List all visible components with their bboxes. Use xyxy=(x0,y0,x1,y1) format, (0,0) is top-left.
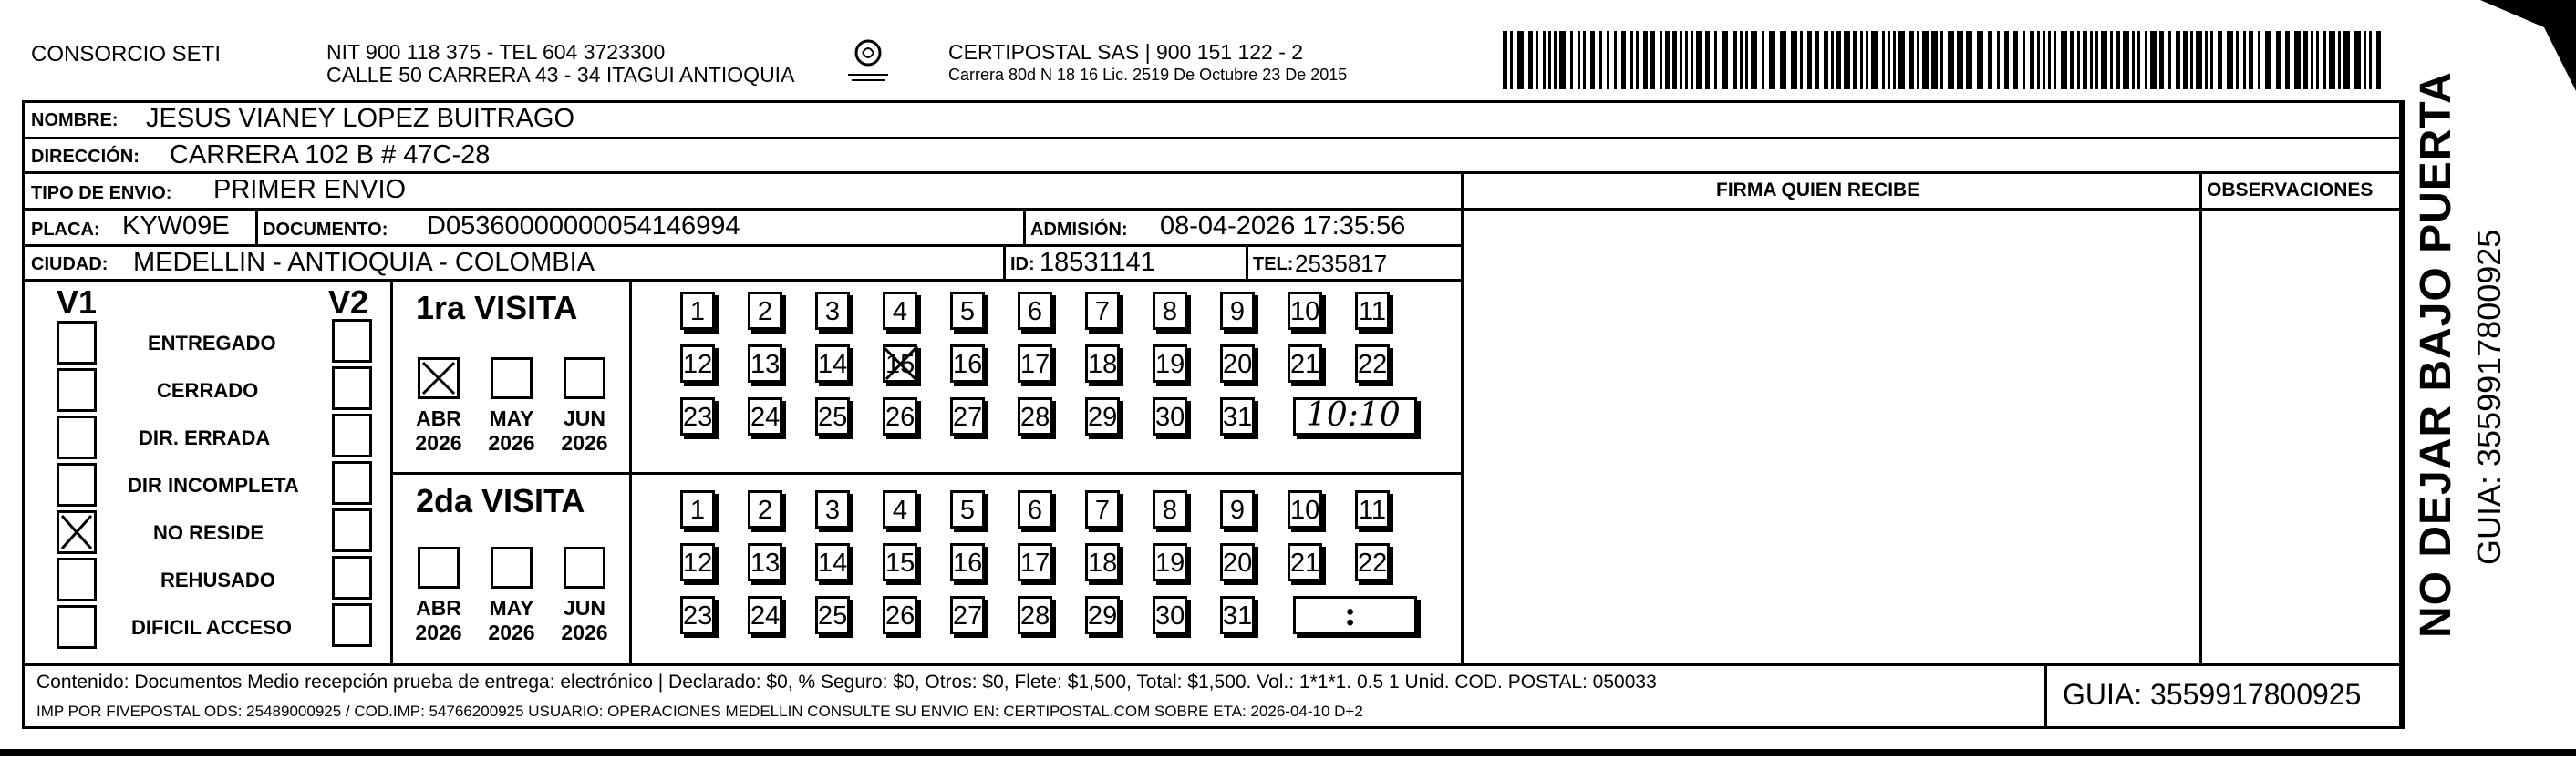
day-box[interactable]: 24 xyxy=(748,397,782,436)
day-box[interactable]: 9 xyxy=(1220,490,1255,529)
month-checkbox[interactable] xyxy=(491,547,533,589)
firma-header: FIRMA QUIEN RECIBE xyxy=(1716,180,1920,200)
day-box[interactable]: 4 xyxy=(883,490,917,529)
v2-checkbox[interactable] xyxy=(332,508,372,552)
day-box[interactable]: 19 xyxy=(1153,344,1187,383)
side-warning: NO DEJAR BAJO PUERTA xyxy=(2412,71,2460,638)
day-box[interactable]: 8 xyxy=(1153,292,1187,330)
tel-label: TEL: xyxy=(1253,254,1294,274)
ciudad-label: CIUDAD: xyxy=(31,254,109,274)
day-box[interactable]: 20 xyxy=(1220,344,1255,383)
day-box[interactable]: 10 xyxy=(1288,490,1322,529)
first-visit-title: 1ra VISITA xyxy=(416,289,578,326)
day-box[interactable]: 23 xyxy=(680,596,715,634)
day-box[interactable]: 2 xyxy=(748,292,782,330)
day-box[interactable]: 15 xyxy=(883,344,917,383)
day-box[interactable]: 5 xyxy=(950,490,985,529)
documento-value: D05360000000054146994 xyxy=(427,211,740,241)
day-box[interactable]: 19 xyxy=(1153,543,1187,581)
documento-label: DOCUMENTO: xyxy=(263,220,388,240)
status-label: NO RESIDE xyxy=(153,521,264,544)
month-label: ABR 2026 xyxy=(415,406,462,456)
month-label: JUN 2026 xyxy=(561,596,608,645)
certipostal-line: CERTIPOSTAL SAS | 900 151 122 - 2 xyxy=(948,40,1304,64)
day-box[interactable]: 17 xyxy=(1018,344,1052,383)
v2-checkbox[interactable] xyxy=(332,461,372,505)
day-box[interactable]: 1 xyxy=(680,292,715,330)
month-checkbox[interactable] xyxy=(564,547,605,589)
time-value: 10:10 xyxy=(1306,396,1401,434)
day-box[interactable]: 3 xyxy=(815,490,850,529)
day-box[interactable]: 30 xyxy=(1153,397,1187,436)
month-label: MAY 2026 xyxy=(488,406,535,456)
month-checkbox[interactable] xyxy=(564,357,605,399)
day-box[interactable]: 2 xyxy=(748,490,782,529)
v2-checkbox[interactable] xyxy=(332,414,372,457)
tipo-label: TIPO DE ENVIO: xyxy=(31,183,172,203)
footer-imp: IMP POR FIVEPOSTAL ODS: 25489000925 / COD.IMP: 54766200925 USUARIO: OPERACIONES MEDELLIN CONSULTE SU ENVIO EN: CERTIPOSTAL.COM SOBRE ETA: 2026-04-10 D+2 xyxy=(36,703,1363,720)
admision-value: 08-04-2026 17:35:56 xyxy=(1160,211,1406,241)
observaciones-header: OBSERVACIONES xyxy=(2207,180,2374,200)
day-box[interactable]: 25 xyxy=(815,397,850,436)
status-label: DIR. ERRADA xyxy=(139,426,271,449)
day-box[interactable]: 31 xyxy=(1220,596,1255,634)
day-box[interactable]: 18 xyxy=(1085,344,1120,383)
day-box[interactable]: 12 xyxy=(680,543,715,581)
day-box[interactable]: 16 xyxy=(950,543,985,581)
day-box[interactable]: 27 xyxy=(950,596,985,634)
status-label: ENTREGADO xyxy=(148,332,276,354)
day-box[interactable]: 13 xyxy=(748,543,782,581)
v1-checkbox[interactable] xyxy=(57,605,97,649)
month-label: MAY 2026 xyxy=(488,596,535,645)
day-box[interactable]: 24 xyxy=(748,596,782,634)
day-box[interactable]: 16 xyxy=(950,344,985,383)
day-box[interactable]: 15 xyxy=(883,543,917,581)
day-box[interactable]: 8 xyxy=(1153,490,1187,529)
day-box[interactable]: 1 xyxy=(680,490,715,529)
day-cross-mark xyxy=(881,341,921,385)
footer-guia: GUIA: 3559917800925 xyxy=(2063,678,2362,711)
direccion-label: DIRECCIÓN: xyxy=(31,147,140,167)
tel-value: 2535817 xyxy=(1295,250,1388,277)
address-line: CALLE 50 CARRERA 43 - 34 ITAGUI ANTIOQUIA xyxy=(326,63,795,87)
day-box[interactable]: 14 xyxy=(815,344,850,383)
day-box[interactable]: 28 xyxy=(1018,397,1052,436)
day-box[interactable]: 25 xyxy=(815,596,850,634)
id-value: 18531141 xyxy=(1040,248,1155,277)
direccion-value: CARRERA 102 B # 47C-28 xyxy=(170,140,491,169)
status-label: CERRADO xyxy=(157,379,259,402)
day-box[interactable]: 29 xyxy=(1085,397,1120,436)
day-box[interactable]: 3 xyxy=(815,292,850,330)
v2-checkbox[interactable] xyxy=(332,556,372,600)
time-value: : xyxy=(1344,595,1357,633)
day-box[interactable]: 11 xyxy=(1355,490,1390,529)
day-box[interactable]: 6 xyxy=(1018,292,1052,330)
day-box[interactable]: 5 xyxy=(950,292,985,330)
day-box[interactable]: 23 xyxy=(680,397,715,436)
day-box[interactable]: 14 xyxy=(815,543,850,581)
side-guia: GUIA: 3559917800925 xyxy=(2470,229,2508,565)
corner-fold xyxy=(2480,0,2576,128)
footer-contenido: Contenido: Documentos Medio recepción prueba de entrega: electrónico | Declarado: $0, % Seguro: $0, Otros: $0, Flete: $1,500, Total: $1,500. Vol.: 1*1*1. 0.5 1 Unid. COD. POSTAL: 050033 xyxy=(36,672,1657,693)
v1-checkbox[interactable] xyxy=(57,463,97,507)
day-box[interactable]: 9 xyxy=(1220,292,1255,330)
day-box[interactable]: 22 xyxy=(1355,344,1390,383)
nombre-label: NOMBRE: xyxy=(31,110,119,130)
nombre-value: JESUS VIANEY LOPEZ BUITRAGO xyxy=(146,104,575,133)
month-checkbox[interactable] xyxy=(418,547,460,589)
ciudad-value: MEDELLIN - ANTIOQUIA - COLOMBIA xyxy=(133,248,595,277)
month-label: JUN 2026 xyxy=(561,406,608,456)
tipo-value: PRIMER ENVIO xyxy=(213,175,407,204)
bottom-edge xyxy=(0,749,2576,756)
day-box[interactable]: 28 xyxy=(1018,596,1052,634)
month-checkbox[interactable] xyxy=(491,357,533,399)
day-box[interactable]: 11 xyxy=(1355,292,1390,330)
day-box[interactable]: 21 xyxy=(1288,344,1322,383)
day-box[interactable]: 30 xyxy=(1153,596,1187,634)
day-box[interactable]: 18 xyxy=(1085,543,1120,581)
day-box[interactable]: 7 xyxy=(1085,490,1120,529)
second-visit-title: 2da VISITA xyxy=(416,482,585,519)
certipostal-logo xyxy=(839,35,897,89)
status-label: DIFICIL ACCESO xyxy=(131,616,293,639)
status-label: DIR INCOMPLETA xyxy=(128,474,299,497)
v2-checkbox[interactable] xyxy=(332,319,372,363)
v1-label: V1 xyxy=(57,283,98,321)
day-box[interactable]: 31 xyxy=(1220,397,1255,436)
day-box[interactable]: 26 xyxy=(883,596,917,634)
day-box[interactable]: 17 xyxy=(1018,543,1052,581)
placa-label: PLACA: xyxy=(31,220,100,240)
day-box[interactable]: 12 xyxy=(680,344,715,383)
admision-label: ADMISIÓN: xyxy=(1030,220,1128,240)
v2-checkbox[interactable] xyxy=(332,603,372,647)
day-box[interactable]: 27 xyxy=(950,397,985,436)
v2-label: V2 xyxy=(328,283,369,321)
barcode xyxy=(1503,31,2384,89)
v1-checkbox[interactable] xyxy=(57,368,97,412)
v1-checkbox[interactable] xyxy=(57,510,97,554)
day-box[interactable]: 21 xyxy=(1288,543,1322,581)
day-box[interactable]: 6 xyxy=(1018,490,1052,529)
day-box[interactable]: 13 xyxy=(748,344,782,383)
day-box[interactable]: 7 xyxy=(1085,292,1120,330)
v1-checkbox[interactable] xyxy=(57,558,97,601)
day-box[interactable]: 22 xyxy=(1355,543,1390,581)
v2-checkbox[interactable] xyxy=(332,366,372,410)
day-box[interactable]: 20 xyxy=(1220,543,1255,581)
id-label: ID: xyxy=(1010,254,1035,274)
company-name: CONSORCIO SETI xyxy=(31,42,222,67)
day-box[interactable]: 26 xyxy=(883,397,917,436)
nit-line: NIT 900 118 375 - TEL 604 3723300 xyxy=(326,40,666,64)
v1-checkbox[interactable] xyxy=(57,416,97,459)
day-box[interactable]: 4 xyxy=(883,292,917,330)
status-label: REHUSADO xyxy=(160,569,275,591)
month-checkbox[interactable] xyxy=(418,357,460,399)
day-box[interactable]: 10 xyxy=(1288,292,1322,330)
certipostal-license: Carrera 80d N 18 16 Lic. 2519 De Octubre 23 De 2015 xyxy=(948,66,1348,84)
month-label: ABR 2026 xyxy=(415,596,462,645)
day-box[interactable]: 29 xyxy=(1085,596,1120,634)
v1-checkbox[interactable] xyxy=(57,321,97,365)
placa-value: KYW09E xyxy=(122,211,230,241)
